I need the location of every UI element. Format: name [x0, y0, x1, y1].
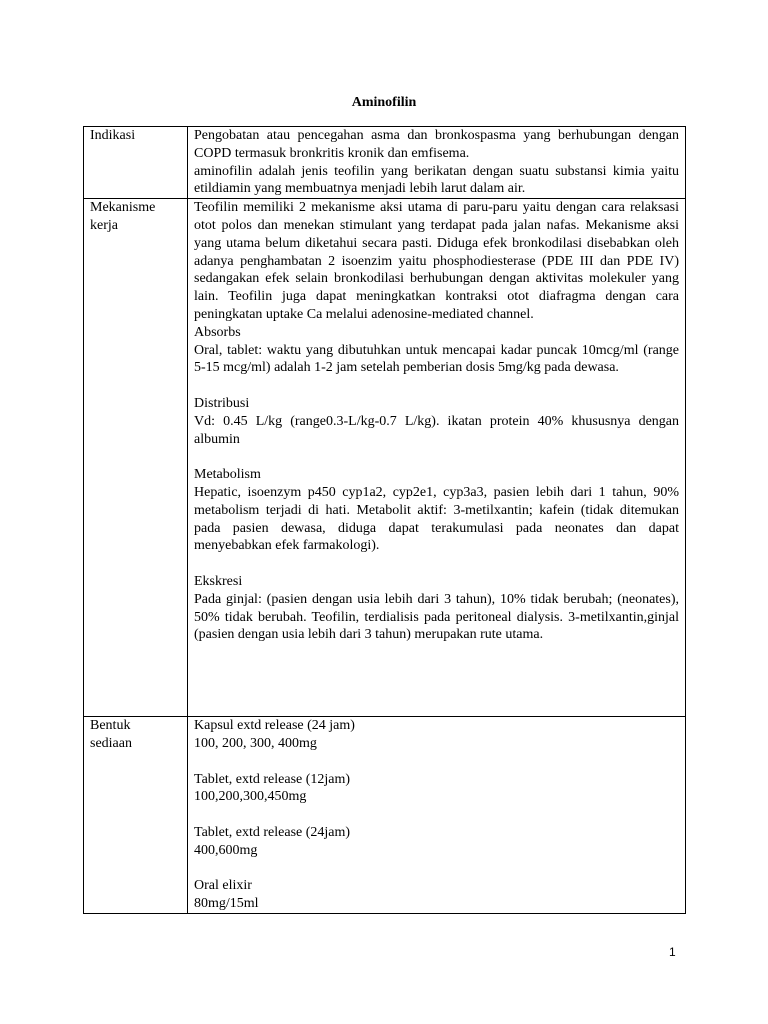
dosage-form-name: Kapsul extd release (24 jam) [194, 718, 355, 734]
metabolism-heading: Metabolism [194, 467, 261, 483]
absorbs-heading: Absorbs [194, 324, 241, 340]
dosage-form-strengths: 100, 200, 300, 400mg [194, 735, 317, 751]
row-label-line: Bentuk [90, 718, 131, 734]
row-label-line: sediaan [90, 735, 132, 751]
dosage-form-strengths: 100,200,300,450mg [194, 789, 307, 805]
dosage-form-name: Oral elixir [194, 878, 252, 894]
row-label-line: kerja [90, 217, 118, 233]
dosage-form-strengths: 80mg/15ml [194, 896, 259, 912]
row-label-bentuk-sediaan [84, 717, 188, 914]
indikasi-paragraph: Pengobatan atau pencegahan asma dan bronkospasma yang berhubungan dengan COPD termasuk bronkritis kronik dan emfisema. [194, 128, 679, 161]
absorbs-text: Oral, tablet: waktu yang dibutuhkan untuk mencapai kadar puncak 10mcg/ml (range 5-15 mcg/ml) adalah 1-2 jam setelah pemberian dosis 5mg/kg pada dewasa. [194, 342, 679, 376]
row-label-line: Mekanisme [90, 200, 156, 216]
dosage-form-name: Tablet, extd release (24jam) [194, 824, 351, 840]
row-content-mekanisme [188, 199, 686, 717]
row-content-bentuk-sediaan [188, 717, 686, 914]
drug-info-table [83, 126, 686, 914]
table-row-indikasi [84, 127, 686, 199]
metabolism-text: Hepatic, isoenzym p450 cyp1a2, cyp2e1, cyp3a3, pasien lebih dari 1 tahun, 90% metabolism terjadi di hati. Metabolit aktif: 3-metilxantin; kafein (tidak ditemukan pada pasien dewasa, diduga dapat terakumulasi pada neonates dan dapat menyebabkan efek farmakologi). [194, 484, 679, 554]
distribusi-heading: Distribusi [194, 395, 250, 411]
table-row-bentuk-sediaan [84, 717, 686, 914]
document-title: Aminofilin [351, 95, 417, 110]
table-row-mekanisme [84, 199, 686, 717]
indikasi-paragraph: aminofilin adalah jenis teofilin yang berikatan dengan suatu substansi kimia yaitu etildiamin yang membuatnya menjadi lebih larut dalam air. [194, 163, 679, 197]
row-label-mekanisme [84, 199, 188, 717]
ekskresi-heading: Ekskresi [194, 573, 243, 589]
mekanisme-intro: Teofilin memiliki 2 mekanisme aksi utama di paru-paru yaitu dengan cara relaksasi otot polos dan menekan stimulant yang terdapat pada jalan nafas. Mekanisme aksi yang utama belum diketahui secara pasti. Diduga efek bronkodilasi disebabkan oleh adanya penghambatan 2 isoenzim yaitu phosphodiesterase (PDE III dan PDE IV) sedangakan efek selain bronkodilasi berhubungan dengan aktivitas molekuler yang lain. Teofilin juga dapat meningkatkan kontraksi otot diafragma dengan cara peningkatan uptake Ca melalui adenosine-mediated channel. [194, 200, 679, 322]
row-label-indikasi: Indikasi [84, 127, 188, 199]
distribusi-text: Vd: 0.45 L/kg (range0.3-L/kg-0.7 L/kg). ikatan protein 40% khususnya dengan albumin [194, 413, 679, 447]
row-content-indikasi [188, 127, 686, 199]
page-number: 1 [669, 945, 676, 959]
ekskresi-text: Pada ginjal: (pasien dengan usia lebih dari 3 tahun), 10% tidak berubah; (neonates), 50% tidak berubah. Teofilin, terdialisis pada peritoneal dialysis. 3-metilxantin,ginjal (pasien dengan usia lebih dari 3 tahun) merupakan rute utama. [194, 591, 679, 643]
dosage-form-name: Tablet, extd release (12jam) [194, 771, 351, 787]
dosage-form-strengths: 400,600mg [194, 842, 258, 858]
